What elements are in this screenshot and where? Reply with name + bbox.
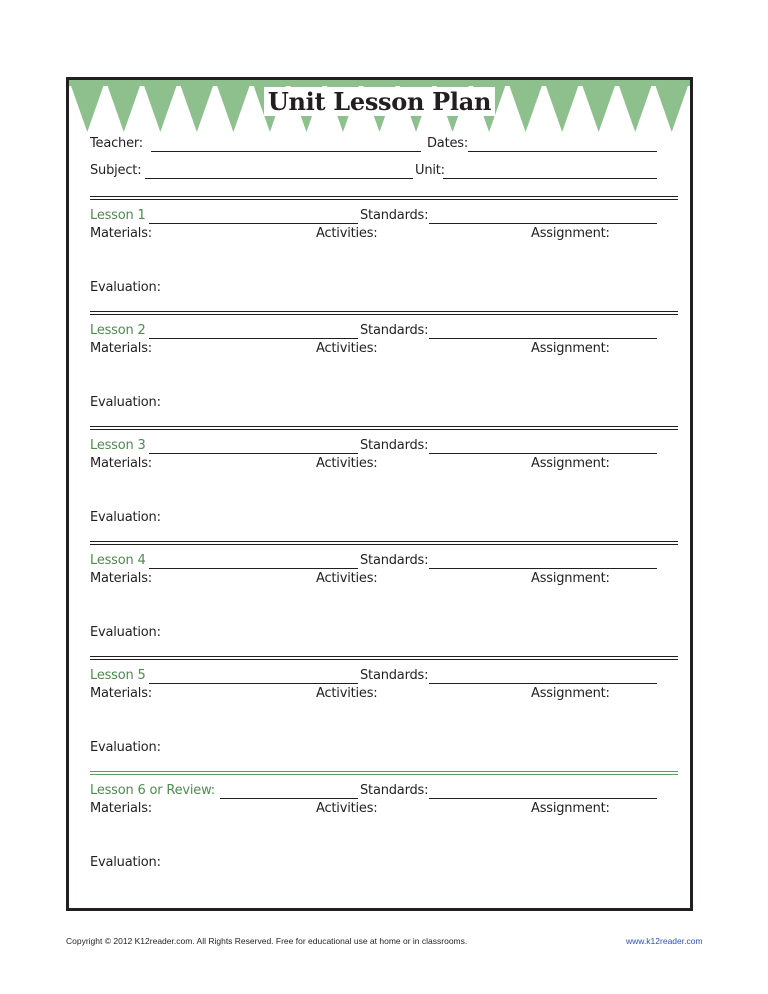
activities-label: Activities:	[316, 801, 378, 816]
standards-label: Standards:	[360, 553, 429, 568]
section-divider	[90, 541, 678, 545]
section-divider	[90, 426, 678, 430]
lesson-section	[69, 311, 690, 426]
activities-label: Activities:	[316, 341, 378, 356]
evaluation-label: Evaluation:	[90, 740, 161, 755]
lesson-label: Lesson 5	[90, 668, 146, 683]
lesson-label: Lesson 3	[90, 438, 146, 453]
assignment-label: Assignment:	[531, 456, 610, 471]
evaluation-label: Evaluation:	[90, 855, 161, 870]
materials-label: Materials:	[90, 341, 152, 356]
materials-label: Materials:	[90, 686, 152, 701]
standards-label: Standards:	[360, 668, 429, 683]
lesson-title-line[interactable]	[149, 223, 358, 224]
lesson-label: Lesson 4	[90, 553, 146, 568]
standards-line[interactable]	[429, 798, 657, 799]
page-title: Unit Lesson Plan	[69, 87, 690, 116]
assignment-label: Assignment:	[531, 341, 610, 356]
standards-line[interactable]	[429, 223, 657, 224]
standards-label: Standards:	[360, 783, 429, 798]
standards-line[interactable]	[429, 568, 657, 569]
teacher-label: Teacher:	[90, 136, 143, 151]
subject-field-line[interactable]	[145, 178, 413, 179]
assignment-label: Assignment:	[531, 686, 610, 701]
activities-label: Activities:	[316, 571, 378, 586]
unit-label: Unit:	[415, 163, 445, 178]
evaluation-label: Evaluation:	[90, 625, 161, 640]
assignment-label: Assignment:	[531, 571, 610, 586]
materials-label: Materials:	[90, 456, 152, 471]
dates-label: Dates:	[427, 136, 469, 151]
section-divider	[90, 196, 678, 200]
lesson-title-line[interactable]	[149, 683, 358, 684]
materials-label: Materials:	[90, 571, 152, 586]
lesson-label: Lesson 1	[90, 208, 146, 223]
assignment-label: Assignment:	[531, 801, 610, 816]
lesson-label: Lesson 6 or Review:	[90, 783, 215, 798]
footer-link[interactable]: www.k12reader.com	[626, 936, 703, 946]
copyright-notice: Copyright © 2012 K12reader.com. All Rights Reserved. Free for educational use at home or in classrooms.	[66, 936, 468, 946]
activities-label: Activities:	[316, 686, 378, 701]
lesson-title-line[interactable]	[149, 568, 358, 569]
materials-label: Materials:	[90, 801, 152, 816]
lesson-section	[69, 541, 690, 656]
assignment-label: Assignment:	[531, 226, 610, 241]
standards-label: Standards:	[360, 323, 429, 338]
lesson-label: Lesson 2	[90, 323, 146, 338]
activities-label: Activities:	[316, 226, 378, 241]
unit-field-line[interactable]	[443, 178, 657, 179]
standards-line[interactable]	[429, 683, 657, 684]
standards-label: Standards:	[360, 438, 429, 453]
dates-field-line[interactable]	[468, 151, 657, 152]
standards-line[interactable]	[429, 338, 657, 339]
section-divider	[90, 771, 678, 775]
evaluation-label: Evaluation:	[90, 510, 161, 525]
lesson-section	[69, 656, 690, 771]
standards-label: Standards:	[360, 208, 429, 223]
section-divider	[90, 656, 678, 660]
worksheet-frame	[66, 77, 693, 911]
lesson-section	[69, 196, 690, 311]
subject-label: Subject:	[90, 163, 142, 178]
teacher-field-line[interactable]	[151, 151, 421, 152]
standards-line[interactable]	[429, 453, 657, 454]
lesson-title-line[interactable]	[149, 338, 358, 339]
evaluation-label: Evaluation:	[90, 280, 161, 295]
activities-label: Activities:	[316, 456, 378, 471]
materials-label: Materials:	[90, 226, 152, 241]
evaluation-label: Evaluation:	[90, 395, 161, 410]
lesson-section	[69, 771, 690, 886]
lesson-title-line[interactable]	[149, 453, 358, 454]
section-divider	[90, 311, 678, 315]
lesson-section	[69, 426, 690, 541]
lesson-title-line[interactable]	[220, 798, 358, 799]
